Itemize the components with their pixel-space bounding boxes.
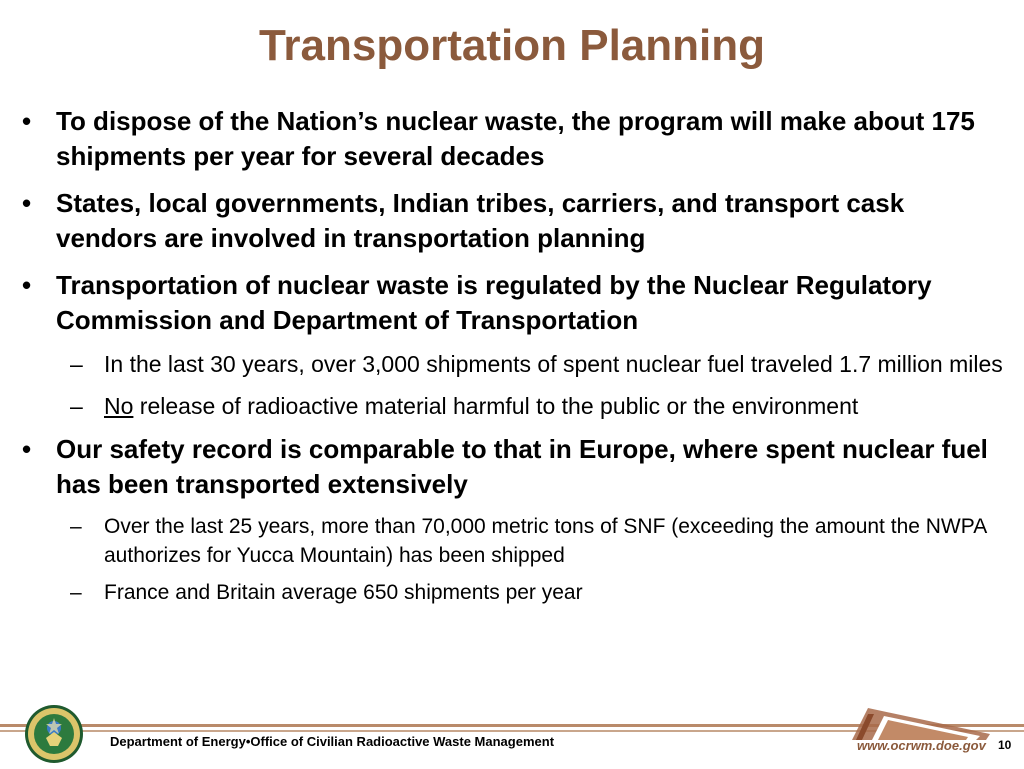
bullet-item (20, 104, 1010, 174)
bullet-dot: • (22, 188, 32, 218)
bullet-item (20, 186, 1010, 256)
bullet-dot: • (22, 106, 32, 136)
sub-bullet-text: In the last 30 years, over 3,000 shipments of spent nuclear fuel traveled 1.7 million miles (104, 351, 1003, 377)
sub-bullet-text: release of radioactive material harmful to the public or the environment (133, 393, 859, 419)
bullet-text: To dispose of the Nation’s nuclear waste, the program will make about 175 shipments per year for several decades (56, 106, 975, 171)
bullet-item (20, 268, 1010, 338)
sub-bullet-dash: – (70, 581, 82, 604)
sub-bullet-emphasis: No (104, 393, 134, 419)
slide-title: Transportation Planning (258, 21, 766, 70)
doe-seal-icon (24, 704, 84, 764)
bullet-item (20, 432, 1010, 502)
bullet-text: Our safety record is comparable to that in Europe, where spent nuclear fuel has been transported extensively (56, 434, 988, 499)
sub-bullet-dash: – (70, 393, 83, 419)
page-number: 10 (998, 738, 1012, 752)
ocrwm-logo-icon (848, 700, 998, 742)
footer-org-name: Department of Energy (110, 734, 246, 749)
sub-bullet-item (20, 578, 1010, 607)
footer-url: www.ocrwm.doe.gov (857, 738, 986, 753)
bullet-text: States, local governments, Indian tribes, carriers, and transport cask vendors are involved in transportation planning (56, 188, 905, 253)
sub-bullet-text: Over the last 25 years, more than 70,000 metric tons of SNF (exceeding the amount the NWPA authorizes for Yucca Mountain) has been shipped (104, 515, 987, 567)
sub-bullet-item (20, 348, 1010, 380)
footer-organization (110, 734, 554, 749)
sub-bullet-item (20, 390, 1010, 422)
sub-bullet-text: France and Britain average 650 shipments per year (104, 581, 583, 604)
sub-bullet-dash: – (70, 515, 82, 538)
bullet-dot: • (22, 434, 32, 464)
bullet-text: Transportation of nuclear waste is regulated by the Nuclear Regulatory Commission and Department of Transportation (56, 270, 932, 335)
sub-bullet-list (20, 512, 1010, 607)
bullet-dot: • (22, 270, 32, 300)
footer-office-name: Office of Civilian Radioactive Waste Management (250, 734, 555, 749)
footer-separator: • (245, 734, 251, 749)
sub-bullet-item (20, 512, 1010, 570)
slide-content (20, 104, 1010, 617)
sub-bullet-list (20, 348, 1010, 422)
sub-bullet-dash: – (70, 351, 83, 377)
